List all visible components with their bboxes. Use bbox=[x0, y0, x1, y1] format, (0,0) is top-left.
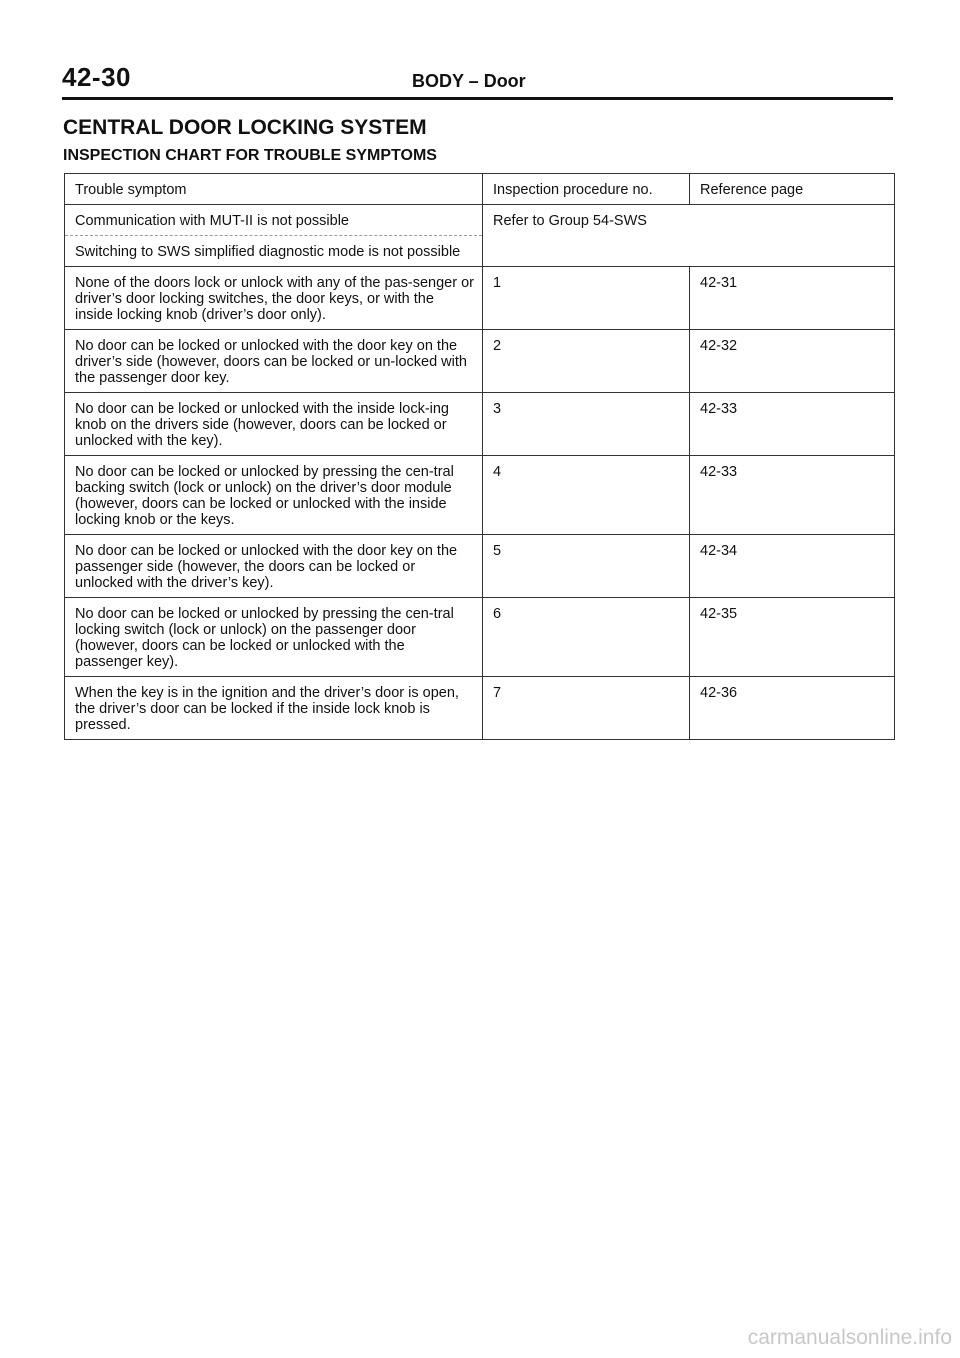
page-number: 42-30 bbox=[62, 62, 131, 92]
procedure-cell: 5 bbox=[483, 535, 690, 598]
trouble-symptom-table bbox=[64, 173, 895, 740]
procedure-cell: Refer to Group 54-SWS bbox=[483, 205, 895, 267]
procedure-cell: 4 bbox=[483, 456, 690, 535]
reference-cell: 42-36 bbox=[690, 677, 895, 740]
symptom-cell: None of the doors lock or unlock with any of the pas-senger or driver’s door locking switches, the door keys, or with the inside locking knob (driver’s door only). bbox=[65, 267, 483, 330]
section-subtitle: INSPECTION CHART FOR TROUBLE SYMPTOMS bbox=[63, 147, 437, 164]
header-inspection-procedure: Inspection procedure no. bbox=[483, 174, 690, 205]
running-head: BODY – Door bbox=[412, 71, 526, 91]
header-rule bbox=[62, 97, 893, 100]
table-row bbox=[65, 267, 895, 330]
symptom-cell: Switching to SWS simplified diagnostic mode is not possible bbox=[65, 236, 483, 267]
table-row bbox=[65, 205, 895, 236]
symptom-cell: No door can be locked or unlocked with the inside lock-ing knob on the drivers side (however, doors can be locked or unlocked with the key). bbox=[65, 393, 483, 456]
reference-cell: 42-34 bbox=[690, 535, 895, 598]
table-row bbox=[65, 393, 895, 456]
symptom-cell: When the key is in the ignition and the driver’s door is open, the driver’s door can be locked if the inside lock knob is pressed. bbox=[65, 677, 483, 740]
table-row bbox=[65, 330, 895, 393]
reference-cell: 42-31 bbox=[690, 267, 895, 330]
reference-cell: 42-32 bbox=[690, 330, 895, 393]
procedure-cell: 7 bbox=[483, 677, 690, 740]
symptom-cell: No door can be locked or unlocked with the door key on the driver’s side (however, doors can be locked or un-locked with the passenger door key. bbox=[65, 330, 483, 393]
procedure-cell: 2 bbox=[483, 330, 690, 393]
table-row bbox=[65, 598, 895, 677]
table-row bbox=[65, 535, 895, 598]
table-row bbox=[65, 456, 895, 535]
watermark: carmanualsonline.info bbox=[747, 1326, 952, 1349]
symptom-cell: No door can be locked or unlocked with the door key on the passenger side (however, the doors can be locked or unlocked with the driver’s key). bbox=[65, 535, 483, 598]
reference-cell: 42-35 bbox=[690, 598, 895, 677]
symptom-cell: No door can be locked or unlocked by pressing the cen-tral locking switch (lock or unlock) on the passenger door (however, doors can be locked or unlocked with the passenger key). bbox=[65, 598, 483, 677]
procedure-cell: 3 bbox=[483, 393, 690, 456]
table-header-row bbox=[65, 174, 895, 205]
procedure-cell: 6 bbox=[483, 598, 690, 677]
section-title: CENTRAL DOOR LOCKING SYSTEM bbox=[63, 116, 427, 139]
procedure-cell: 1 bbox=[483, 267, 690, 330]
table-row bbox=[65, 677, 895, 740]
header-reference-page: Reference page bbox=[690, 174, 895, 205]
header-trouble-symptom: Trouble symptom bbox=[65, 174, 483, 205]
symptom-cell: No door can be locked or unlocked by pressing the cen-tral backing switch (lock or unlock) on the driver’s door module (however, doors can be locked or unlocked with the inside locking knob or the keys. bbox=[65, 456, 483, 535]
reference-cell: 42-33 bbox=[690, 393, 895, 456]
reference-cell: 42-33 bbox=[690, 456, 895, 535]
symptom-cell: Communication with MUT-II is not possible bbox=[65, 205, 483, 236]
